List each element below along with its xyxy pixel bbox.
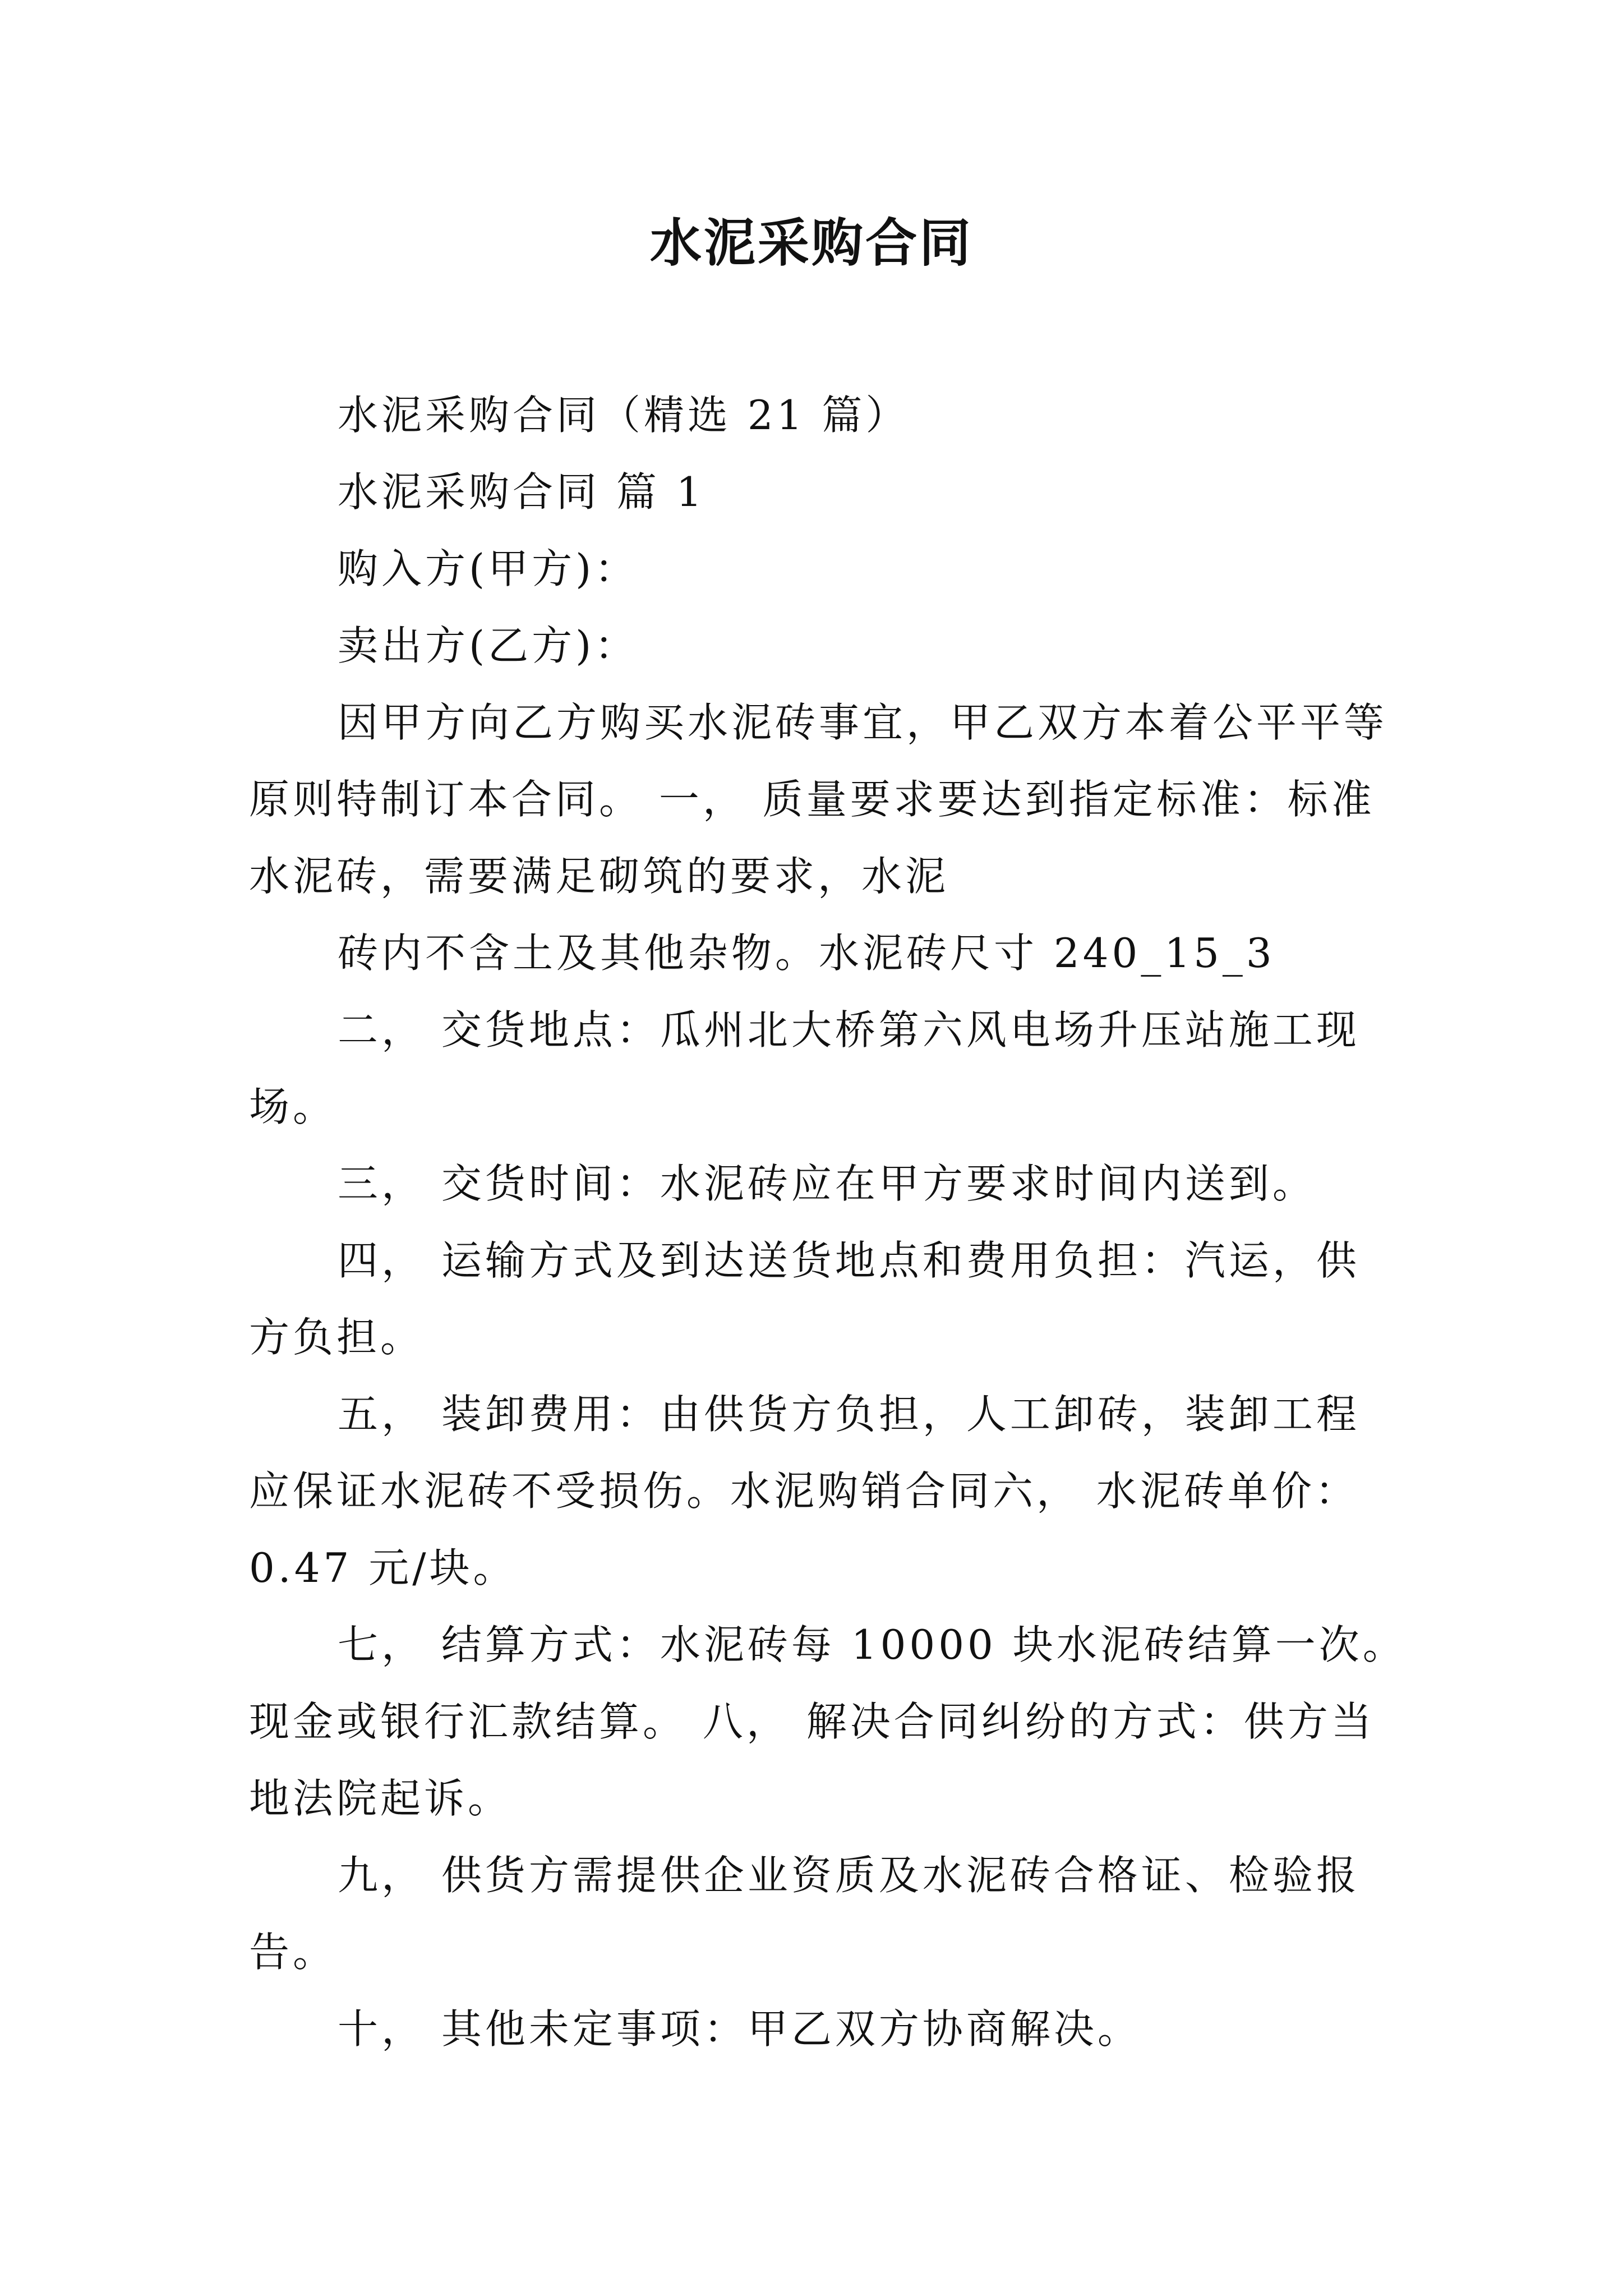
body-line: 原则特制订本合同。 一， 质量要求要达到指定标准：标准	[249, 776, 1375, 823]
body-line: 水泥砖，需要满足砌筑的要求，水泥	[249, 853, 949, 900]
body-line: 0.47 元/块。	[249, 1544, 517, 1591]
body-line: 告。	[249, 1929, 337, 1976]
body-line: 十， 其他未定事项：甲乙双方协商解决。	[338, 2005, 1141, 2053]
body-line: 现金或银行汇款结算。 八， 解决合同纠纷的方式：供方当	[249, 1698, 1375, 1745]
body-line: 因甲方向乙方购买水泥砖事宜，甲乙双方本着公平平等	[338, 699, 1388, 746]
body-line: 二， 交货地点：瓜州北大桥第六风电场升压站施工现	[338, 1006, 1360, 1053]
body-line: 水泥采购合同（精选 21 篇）	[338, 392, 910, 439]
body-line: 五， 装卸费用：由供货方负担，人工卸砖，装卸工程	[338, 1391, 1360, 1438]
body-line: 卖出方(乙方)：	[338, 622, 639, 669]
body-line: 砖内不含土及其他杂物。水泥砖尺寸 240_15_3	[338, 930, 1275, 977]
body-line: 方负担。	[249, 1314, 425, 1361]
body-line: 购入方(甲方)：	[338, 545, 639, 592]
body-line: 九， 供货方需提供企业资质及水泥砖合格证、检验报	[338, 1852, 1360, 1899]
body-line: 三， 交货时间：水泥砖应在甲方要求时间内送到。	[338, 1160, 1316, 1207]
body-line: 四， 运输方式及到达送货地点和费用负担：汽运，供	[338, 1237, 1360, 1284]
document-title: 水泥采购合同	[649, 213, 973, 273]
body-line: 地法院起诉。	[249, 1775, 512, 1822]
body-line: 场。	[249, 1083, 337, 1130]
body-line: 应保证水泥砖不受损伤。水泥购销合同六， 水泥砖单价：	[249, 1467, 1359, 1515]
body-line: 七， 结算方式：水泥砖每 10000 块水泥砖结算一次。	[338, 1621, 1407, 1668]
body-line: 水泥采购合同 篇 1	[338, 468, 706, 516]
